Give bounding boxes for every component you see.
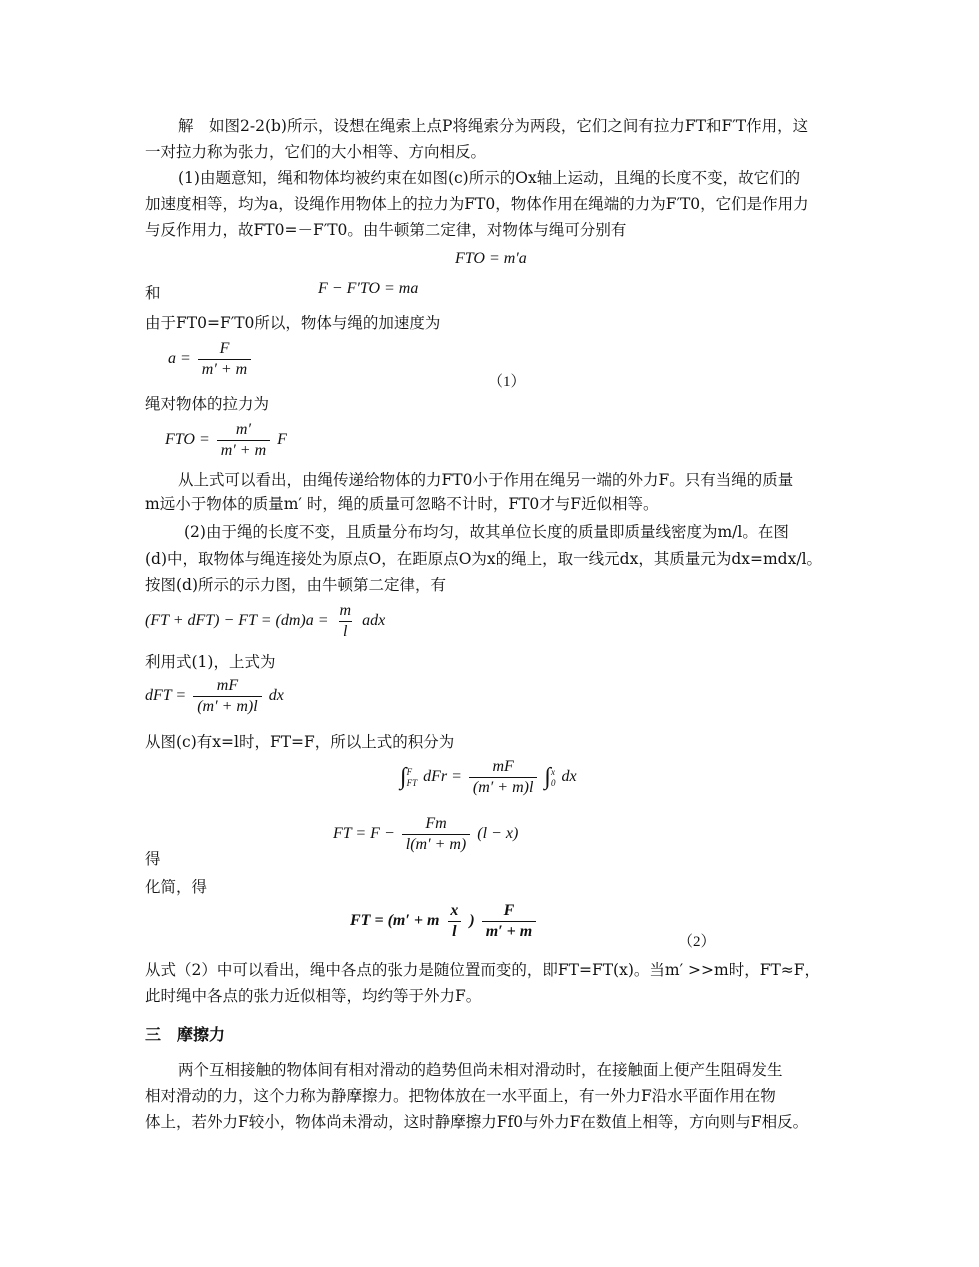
eq3-numerator: F — [219, 340, 230, 357]
eq8-denominator: l(m′ + m) — [402, 834, 471, 854]
label-and: 和 — [145, 284, 161, 302]
eq7-rhs: dx — [561, 768, 577, 786]
eq9-denominator-2: m′ + m — [482, 921, 537, 941]
eq7-fraction — [469, 758, 538, 797]
eq9-denominator-1: l — [448, 921, 460, 941]
equation-1: FTO = m′a — [455, 250, 527, 267]
eq8-fraction — [402, 815, 471, 854]
eq9-fraction-1 — [446, 902, 462, 941]
equation-2: F − F′TO = ma — [318, 280, 419, 297]
eq9-lhs: FT = (m′ + m — [350, 912, 440, 930]
equation-number-1: （1） — [488, 374, 526, 390]
eq5-numerator: m — [339, 602, 352, 619]
para-9: 化简，得 — [145, 878, 208, 896]
eq4-fraction — [217, 421, 270, 460]
eq6-fraction — [193, 677, 262, 716]
eq6-denominator: (m′ + m)l — [193, 696, 262, 716]
para-2-line-3: 与反作用力，故FT0=－F′T0。由牛顿第二定律，对物体与绳可分别有 — [145, 221, 627, 239]
eq9-numerator-1: x — [450, 902, 459, 919]
para-1-line-1: 解 如图2-2(b)所示，设想在绳索上点P将绳索分为两段，它们之间有拉力FT和F′T作用，这 — [178, 117, 809, 135]
eq7-limits-left — [407, 767, 418, 789]
eq7-numerator: mF — [492, 758, 514, 775]
eq6-rhs: dx — [268, 687, 284, 705]
equation-3 — [168, 340, 254, 379]
eq3-fraction — [198, 340, 251, 379]
equation-5 — [145, 602, 385, 641]
eq4-lhs: FTO = — [165, 431, 210, 449]
integral-sign-icon: ∫ — [400, 764, 407, 790]
eq7-upper2: x — [550, 766, 555, 777]
eq8-rhs: (l − x) — [477, 825, 519, 843]
eq7-limits-right — [551, 767, 556, 789]
para-5-line-2: m远小于物体的质量m′ 时，绳的质量可忽略不计时，FT0才与F近似相等。 — [145, 495, 659, 513]
para-5-line-1: 从上式可以看出，由绳传递给物体的力FT0小于作用在绳另一端的外力F。只有当绳的质量 — [178, 471, 794, 489]
para-6-line-3: 按图(d)所示的示力图，由牛顿第二定律，有 — [145, 576, 447, 594]
eq5-rhs: adx — [362, 612, 386, 630]
equation-8 — [333, 815, 518, 854]
eq8-numerator: Fm — [425, 815, 447, 832]
eq7-lower: FT — [406, 777, 418, 788]
para-11-line-1: 两个互相接触的物体间有相对滑动的趋势但尚未相对滑动时，在接触面上便产生阻碍发生 — [178, 1061, 783, 1079]
para-1-line-2: 一对拉力称为张力，它们的大小相等、方向相反。 — [145, 143, 487, 161]
eq3-lhs: a = — [168, 350, 191, 368]
para-7: 利用式(1)，上式为 — [145, 653, 276, 671]
eq6-numerator: mF — [216, 677, 239, 694]
equation-7 — [400, 758, 577, 797]
eq5-denominator: l — [339, 621, 351, 641]
eq7-lower2: 0 — [550, 777, 556, 788]
para-4: 绳对物体的拉力为 — [145, 395, 270, 413]
eq6-lhs: dFT = — [145, 687, 187, 705]
label-de: 得 — [145, 850, 161, 868]
eq9-fraction-2 — [482, 902, 537, 941]
equation-4 — [165, 421, 287, 460]
para-2-line-1: (1)由题意知，绳和物体均被约束在如图(c)所示的Ox轴上运动，且绳的长度不变，故它们的 — [178, 169, 801, 187]
eq5-lhs: (FT + dFT) − FT = (dm)a = — [145, 612, 329, 630]
eq4-numerator: m′ — [235, 421, 251, 438]
equation-number-2: （2） — [678, 934, 716, 950]
para-6-line-1: (2)由于绳的长度不变，且质量分布均匀，故其单位长度的质量即质量线密度为m/l。在图 — [184, 523, 789, 541]
para-10-line-1: 从式（2）中可以看出，绳中各点的张力是随位置而变的，即FT=FT(x)。当m′ >>m时，FT≈F， — [145, 961, 821, 979]
eq7-upper: F — [406, 766, 413, 777]
eq9-mid: ) — [469, 912, 475, 930]
eq5-fraction — [336, 602, 356, 641]
eq7-denominator: (m′ + m)l — [469, 777, 538, 797]
para-11-line-3: 体上，若外力F较小，物体尚未滑动，这时静摩擦力Ff0与外力F在数值上相等，方向则与F相反。 — [145, 1113, 809, 1131]
para-2-line-2: 加速度相等，均为a，设绳作用物体上的拉力为FT0，物体作用在绳端的力为F′T0，它们是作用力 — [145, 195, 809, 213]
para-10-line-2: 此时绳中各点的张力近似相等，均约等于外力F。 — [145, 987, 482, 1005]
eq3-denominator: m′ + m — [198, 359, 251, 379]
para-11-line-2: 相对滑动的力，这个力称为静摩擦力。把物体放在一水平面上，有一外力F沿水平面作用在物 — [145, 1087, 776, 1105]
eq4-rhs: F — [277, 431, 287, 449]
para-6-line-2: (d)中，取物体与绳连接处为原点O，在距原点O为x的绳上，取一线元dx，其质量元为dx=mdx/l。 — [145, 550, 823, 568]
equation-9 — [350, 902, 539, 941]
eq9-numerator-2: F — [503, 902, 515, 919]
eq7-mid: dFr = — [423, 768, 462, 786]
eq4-denominator: m′ + m — [217, 440, 270, 460]
section-heading: 三 摩擦力 — [145, 1025, 226, 1044]
eq8-lhs: FT = F − — [333, 825, 395, 843]
equation-6 — [145, 677, 284, 716]
para-3: 由于FT0=F′T0所以，物体与绳的加速度为 — [145, 314, 441, 332]
integral-sign-icon: ∫ — [544, 764, 551, 790]
para-8: 从图(c)有x=l时，FT=F，所以上式的积分为 — [145, 733, 455, 751]
